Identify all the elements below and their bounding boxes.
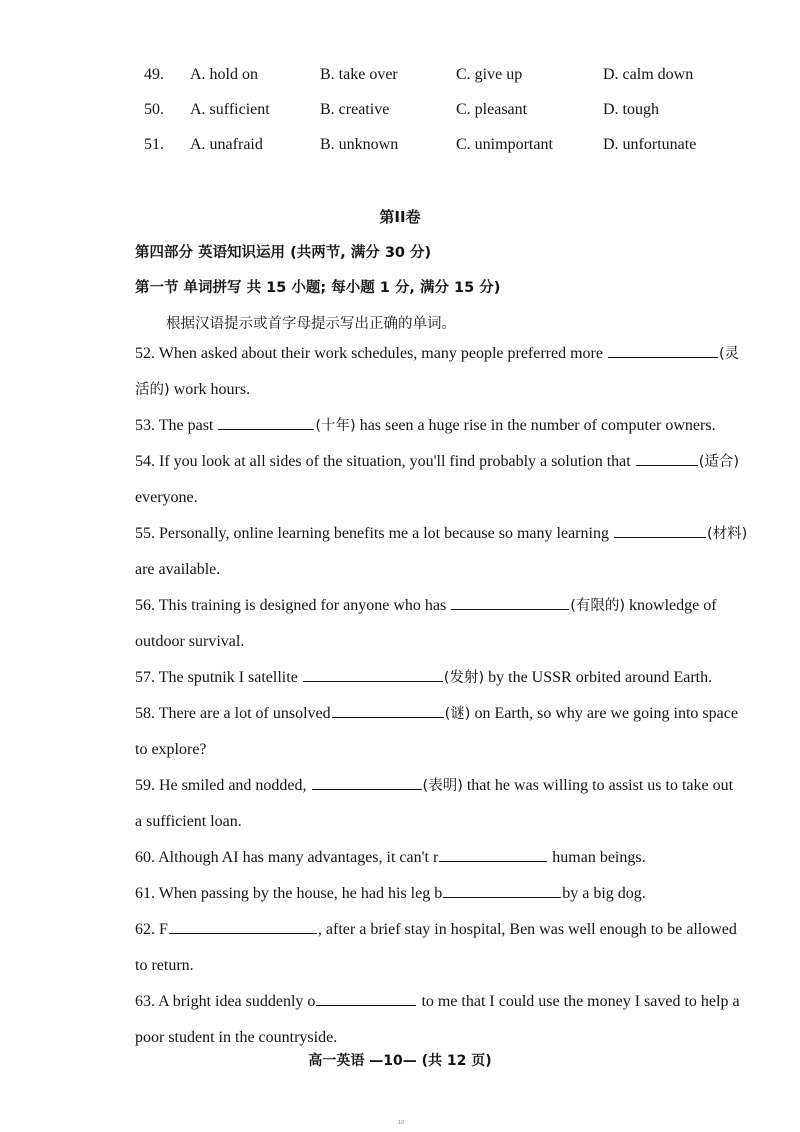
question-55 [135, 516, 765, 588]
question-text: 58. There are a lot of unsolved [135, 705, 331, 722]
question-text: has seen a huge rise in the number of computer owners. [355, 417, 716, 434]
question-text: 60. Although AI has many advantages, it can't r [135, 849, 439, 866]
question-text: work hours. [169, 381, 251, 398]
option-c: C. unimportant [456, 136, 553, 153]
question-54 [135, 444, 765, 516]
chinese-hint: (适合) [698, 454, 740, 470]
answer-blank[interactable] [608, 343, 718, 358]
choice-row [0, 136, 800, 166]
question-61 [135, 876, 765, 912]
chinese-hint: (十年) [315, 418, 356, 434]
option-c: C. give up [456, 66, 523, 83]
question-text: 52. When asked about their work schedules, many people preferred more [135, 345, 607, 362]
question-text: 54. If you look at all sides of the situation, you'll find probably a solution that [135, 453, 635, 470]
question-56 [135, 588, 765, 660]
section-heading: 第一节 单词拼写 共 15 小题; 每小题 1 分, 满分 15 分) [135, 280, 501, 296]
volume-title: 第II卷 [379, 208, 421, 226]
question-text: 53. The past [135, 417, 218, 434]
chinese-hint: (发射) [443, 670, 485, 686]
chinese-hint: (表明) [422, 778, 463, 794]
option-c: C. pleasant [456, 101, 528, 118]
question-text: 59. He smiled and nodded, [135, 777, 311, 794]
answer-blank[interactable] [439, 847, 547, 862]
option-b: B. creative [320, 101, 390, 118]
question-60 [135, 840, 765, 876]
question-text: that he was willing to assist us to take out [462, 777, 734, 794]
choice-row [0, 101, 800, 131]
question-53 [135, 408, 765, 444]
answer-blank[interactable] [451, 595, 569, 610]
question-text: by the USSR orbited around Earth. [484, 669, 713, 686]
option-a: A. hold on [190, 66, 258, 83]
option-b: B. unknown [320, 136, 399, 153]
chinese-hint: (谜) [444, 706, 471, 722]
part-heading: 第四部分 英语知识运用 (共两节, 满分 30 分) [135, 245, 432, 261]
question-number: 51. [144, 136, 164, 153]
answer-blank[interactable] [312, 775, 422, 790]
question-text: to explore? [135, 741, 207, 758]
question-text: a sufficient loan. [135, 813, 242, 830]
question-text: are available. [135, 561, 221, 578]
option-b: B. take over [320, 66, 398, 83]
option-d: D. tough [603, 101, 659, 118]
question-text: on Earth, so why are we going into space [470, 705, 738, 722]
page-footer: 高一英语 —10— (共 12 页) [308, 1053, 492, 1069]
answer-blank[interactable] [614, 523, 706, 538]
question-59 [135, 768, 765, 840]
question-text: to return. [135, 957, 194, 974]
instruction-text: 根据汉语提示或首字母提示写出正确的单词。 [166, 316, 456, 332]
question-text: 55. Personally, online learning benefits me a lot because so many learning [135, 525, 613, 542]
question-text: outdoor survival. [135, 633, 245, 650]
answer-blank[interactable] [636, 451, 698, 466]
question-text: everyone. [135, 489, 198, 506]
question-58 [135, 696, 765, 768]
question-57 [135, 660, 765, 696]
option-d: D. unfortunate [603, 136, 697, 153]
question-text: 56. This training is designed for anyone who has [135, 597, 451, 614]
question-text: knowledge of [625, 597, 717, 614]
question-number: 49. [144, 66, 164, 83]
question-text: to me that I could use the money I saved to help a [417, 993, 740, 1010]
chinese-hint: 活的) [135, 382, 170, 398]
answer-blank[interactable] [332, 703, 444, 718]
question-text: human beings. [548, 849, 646, 866]
option-a: A. unafraid [190, 136, 263, 153]
question-63 [135, 984, 765, 1056]
question-text: 62. F [135, 921, 168, 938]
question-text: 61. When passing by the house, he had his leg b [135, 885, 443, 902]
corner-mark: 10 [398, 1120, 405, 1126]
answer-blank[interactable] [443, 883, 561, 898]
answer-blank[interactable] [169, 919, 317, 934]
question-52 [135, 336, 765, 408]
option-d: D. calm down [603, 66, 694, 83]
question-text: by a big dog. [562, 885, 646, 902]
question-number: 50. [144, 101, 164, 118]
answer-blank[interactable] [218, 415, 314, 430]
question-text: 57. The sputnik I satellite [135, 669, 302, 686]
question-text: poor student in the countryside. [135, 1029, 338, 1046]
question-text: 63. A bright idea suddenly o [135, 993, 316, 1010]
question-62 [135, 912, 765, 984]
option-a: A. sufficient [190, 101, 270, 118]
choice-row [0, 66, 800, 96]
answer-blank[interactable] [316, 991, 416, 1006]
chinese-hint: (灵 [718, 346, 740, 362]
question-text: , after a brief stay in hospital, Ben was well enough to be allowed [317, 921, 737, 938]
answer-blank[interactable] [303, 667, 443, 682]
chinese-hint: (材料) [706, 526, 748, 542]
chinese-hint: (有限的) [570, 598, 626, 614]
